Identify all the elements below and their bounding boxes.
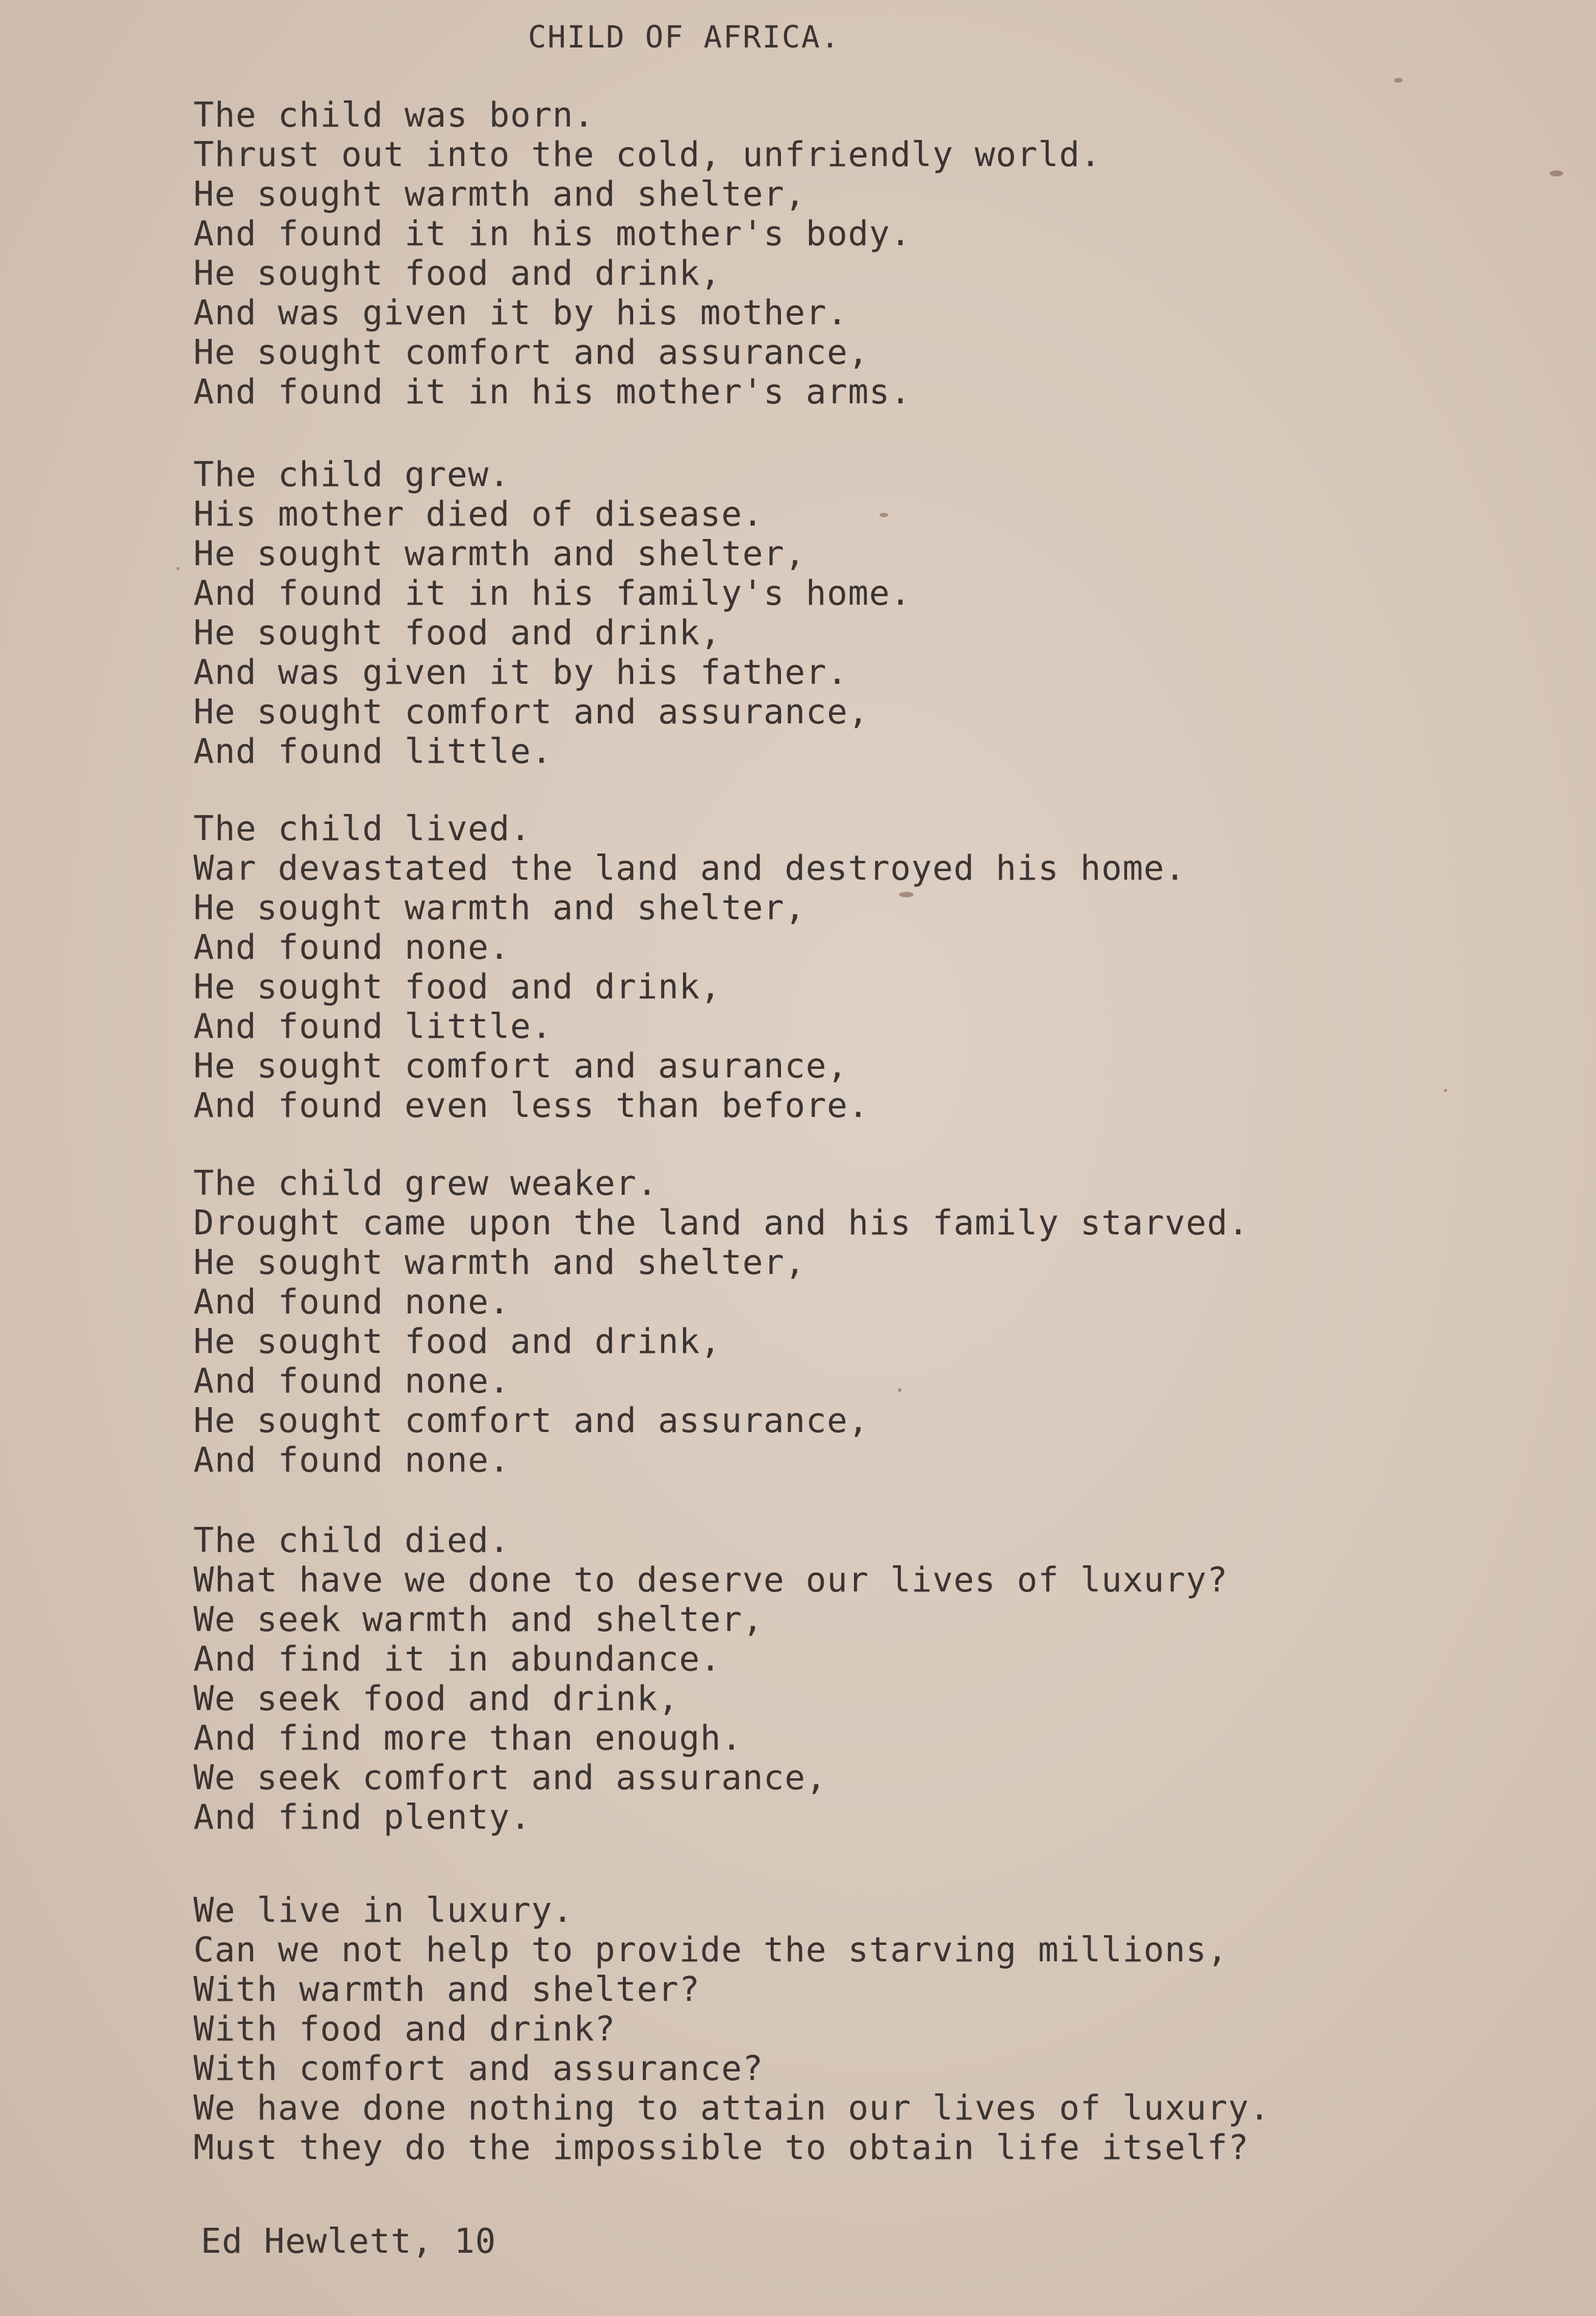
poem-line: He sought food and drink, [193, 967, 721, 1007]
poem-line: We seek comfort and assurance, [193, 1758, 827, 1798]
poem-line: Thrust out into the cold, unfriendly world. [193, 135, 1102, 175]
poem-line: Drought came upon the land and his family starved. [193, 1203, 1249, 1243]
paper-speck [1550, 170, 1563, 176]
poem-line: The child lived. [193, 809, 532, 849]
stanza-3 [193, 809, 1532, 1125]
poem-line: And found even less than before. [193, 1086, 869, 1125]
poem-line: And found none. [193, 1361, 510, 1401]
paper-speck [1394, 78, 1403, 83]
poem-line: The child grew. [193, 455, 510, 495]
poem-line: He sought warmth and shelter, [193, 534, 806, 574]
poem-line: He sought comfort and asurance, [193, 1046, 848, 1086]
poem-line: He sought comfort and assurance, [193, 692, 869, 732]
poem-line: He sought comfort and assurance, [193, 333, 869, 372]
paper-speck [880, 513, 888, 517]
poem-line: War devastated the land and destroyed his home. [193, 849, 1186, 888]
poem-line: He sought food and drink, [193, 254, 721, 293]
poem-line: With food and drink? [193, 2009, 616, 2049]
poem-line: We seek food and drink, [193, 1679, 679, 1719]
poem-line: With warmth and shelter? [193, 1970, 701, 2009]
poem-title: CHILD OF AFRICA. [528, 19, 841, 55]
poem-line: We have done nothing to attain our lives of luxury. [193, 2088, 1271, 2128]
poem-line: He sought food and drink, [193, 1322, 721, 1361]
poem-line: The child was born. [193, 96, 595, 135]
stanza-2 [193, 455, 1532, 771]
poem-line: And was given it by his father. [193, 653, 848, 692]
poem-line: And found none. [193, 1441, 510, 1480]
poem-line: And found none. [193, 928, 510, 967]
stanza-1 [193, 96, 1532, 412]
paper-speck [899, 892, 914, 897]
poem-line: And find plenty. [193, 1798, 532, 1837]
poem-line: And find it in abundance. [193, 1640, 721, 1679]
poem-line: He sought food and drink, [193, 613, 721, 653]
poem-line: We live in luxury. [193, 1891, 574, 1930]
poem-line: What have we done to deserve our lives of luxury? [193, 1560, 1229, 1600]
poem-line: He sought comfort and assurance, [193, 1401, 869, 1441]
stanza-6 [193, 1891, 1532, 2168]
poem-line: Can we not help to provide the starving millions, [193, 1930, 1229, 1970]
stanza-5 [193, 1521, 1532, 1837]
poem-line: And was given it by his mother. [193, 293, 848, 333]
poem-line: He sought warmth and shelter, [193, 888, 806, 928]
poem-line: And found none. [193, 1282, 510, 1322]
poem-line: We seek warmth and shelter, [193, 1600, 764, 1640]
author-signature: Ed Hewlett, 10 [201, 2222, 497, 2261]
poem-line: Must they do the impossible to obtain life itself? [193, 2128, 1249, 2168]
poem-line: With comfort and assurance? [193, 2049, 764, 2088]
paper-speck [176, 567, 179, 570]
poem-line: The child grew weaker. [193, 1164, 658, 1203]
poem-line: And found it in his mother's body. [193, 214, 912, 254]
poem-line: And found little. [193, 1007, 553, 1046]
poem-line: He sought warmth and shelter, [193, 175, 806, 214]
poem-line: And found it in his family's home. [193, 574, 912, 613]
paper-speck [1444, 1089, 1447, 1092]
poem-line: The child died. [193, 1521, 510, 1560]
poem-line: And found it in his mother's arms. [193, 372, 912, 412]
poem-line: And find more than enough. [193, 1719, 743, 1758]
paper-speck [898, 1388, 901, 1392]
poem-line: His mother died of disease. [193, 495, 764, 534]
stanza-4 [193, 1164, 1532, 1480]
poem-line: And found little. [193, 732, 553, 771]
poem-line: He sought warmth and shelter, [193, 1243, 806, 1282]
